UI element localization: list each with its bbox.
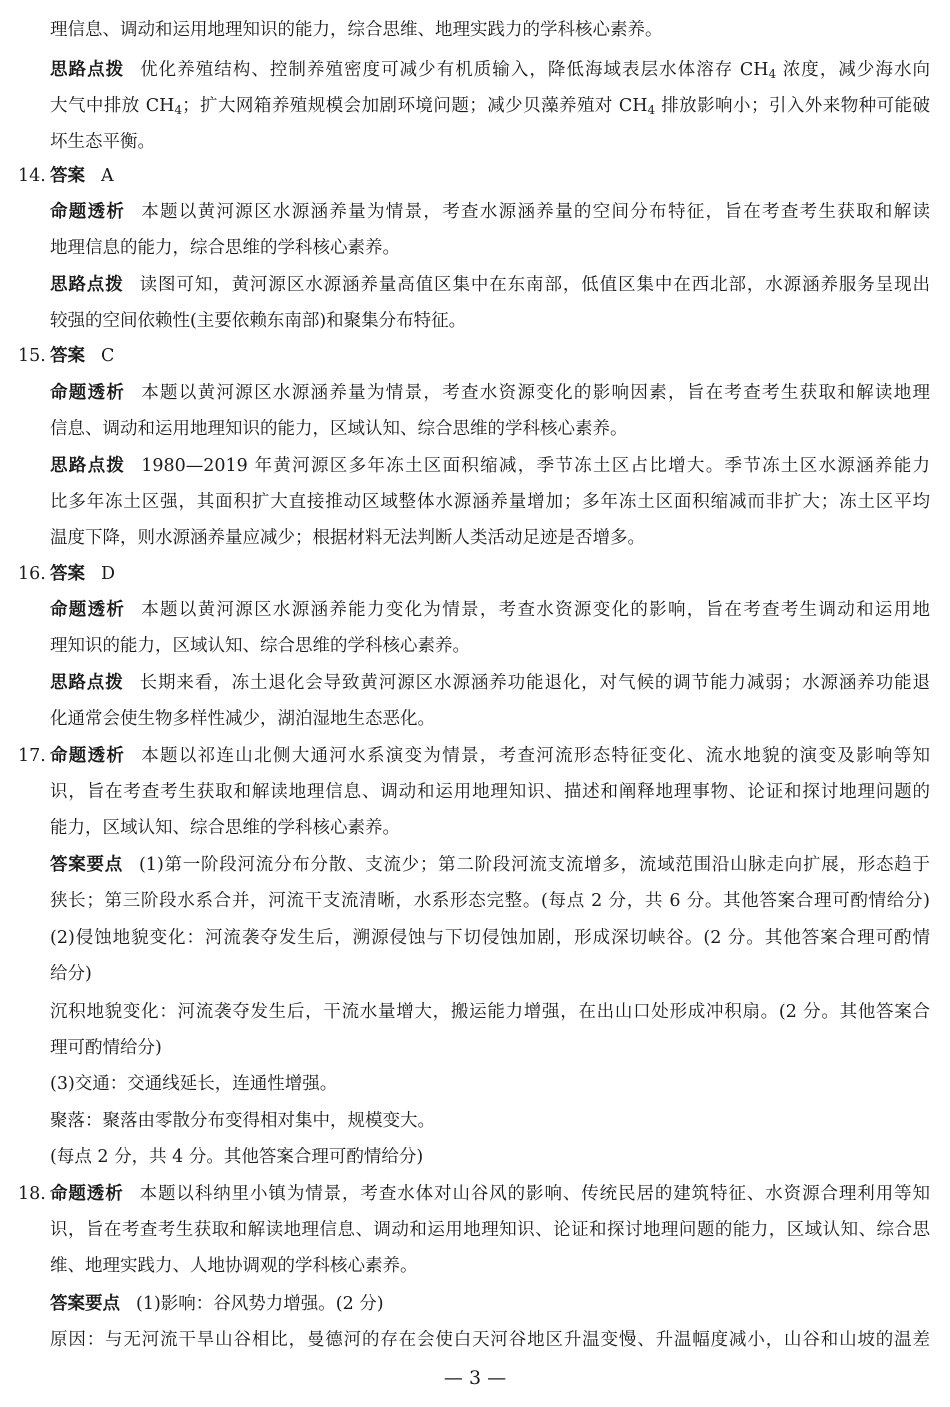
text-line xyxy=(50,1328,930,1352)
text-content: 本题以黄河源区水源涵养量为情景，考查水源涵养量的空间分布特征，旨在考查考生获取和解读 xyxy=(141,202,931,222)
text-line xyxy=(50,853,930,877)
text-line xyxy=(50,1036,930,1060)
question-number: 18. xyxy=(18,1184,46,1204)
text-content: 识，旨在考查考生获取和解读地理信息、调动和运用地理知识、论证和探讨地理问题的能力，区域认知、综合思 xyxy=(50,1220,930,1240)
answer-value: D xyxy=(101,564,116,584)
text-line xyxy=(50,744,930,768)
text-content: 聚落：聚落由零散分布变得相对集中，规模变大。 xyxy=(50,1111,435,1131)
text-content: 本题以祁连山北侧大通河水系演变为情景，考查河流形态特征变化、流水地貌的演变及影响等知 xyxy=(141,746,931,766)
text-content: 较强的空间依赖性(主要依赖东南部)和聚集分布特征。 xyxy=(50,311,467,331)
text-content: (2)侵蚀地貌变化：河流袭夺发生后，溯源侵蚀与下切侵蚀加剧，形成深切峡谷。(2 分。其他答案合理可酌情 xyxy=(50,928,930,948)
text-content: 识，旨在考查考生获取和解读地理信息、调动和运用地理知识、描述和阐释地理事物、论证和探讨地理问题的 xyxy=(50,782,930,802)
section-label: 命题透析 xyxy=(50,746,126,766)
text-line xyxy=(50,671,930,695)
answer-value: C xyxy=(101,346,115,366)
text-content: 信息、调动和运用地理知识的能力，区域认知、综合思维的学科核心素养。 xyxy=(50,419,628,439)
text-line xyxy=(50,1182,930,1206)
text-content: (1)第一阶段河流分布分散、支流少；第二阶段河流支流增多，流域范围沿山脉走向扩展，形态趋于 xyxy=(138,855,930,875)
text-line xyxy=(50,889,930,913)
text-content: 理信息、调动和运用地理知识的能力，综合思维、地理实践力的学科核心素养。 xyxy=(50,20,663,40)
text-content: 比多年冻土区强，其面积扩大直接推动区域整体水源涵养量增加；多年冻土区面积缩减而非扩大；冻土区平均 xyxy=(50,492,930,512)
text-line xyxy=(50,200,930,224)
text-content: 化通常会使生物多样性减少，湖泊湿地生态恶化。 xyxy=(50,709,435,729)
text-line xyxy=(50,816,930,840)
text-line xyxy=(50,1000,930,1024)
text-line xyxy=(50,707,930,731)
answer-label: 答案 xyxy=(50,564,85,584)
text-content: 1980—2019 年黄河源区多年冻土区面积缩减，季节冻土区占比增大。季节冻土区水源涵养能力 xyxy=(141,456,930,476)
text-line xyxy=(50,273,930,297)
text-line xyxy=(50,94,930,118)
text-line xyxy=(50,1254,930,1278)
text-content: 温度下降，则水源涵养量应减少；根据材料无法判断人类活动足迹是否增多。 xyxy=(50,528,645,548)
text-content: 沉积地貌变化：河流袭夺发生后，干流水量增大，搬运能力增强，在出山口处形成冲积扇。(2 分。其他答案合 xyxy=(50,1002,930,1022)
text-line xyxy=(50,1109,930,1133)
section-label: 思路点拨 xyxy=(50,275,124,295)
text-line xyxy=(50,58,930,82)
text-line xyxy=(50,236,930,260)
section-label: 思路点拨 xyxy=(50,456,126,476)
text-content: 坏生态平衡。 xyxy=(50,132,155,152)
text-line xyxy=(50,598,930,622)
section-label: 命题透析 xyxy=(50,202,126,222)
text-line xyxy=(50,780,930,804)
text-line xyxy=(50,454,930,478)
text-content: 维、地理实践力、人地协调观的学科核心素养。 xyxy=(50,1256,418,1276)
text-content: 理可酌情给分) xyxy=(50,1038,162,1058)
section-label: 命题透析 xyxy=(50,383,126,403)
text-line xyxy=(50,1145,930,1169)
text-content: 给分) xyxy=(50,964,92,984)
section-label: 答案要点 xyxy=(50,855,123,875)
text-line xyxy=(50,381,930,405)
answer-label: 答案 xyxy=(50,166,85,186)
question-number: 15. xyxy=(18,346,46,366)
answer-value: A xyxy=(101,166,114,186)
text-content: 本题以科纳里小镇为情景，考查水体对山谷风的影响、传统民居的建筑特征、水资源合理利用等知 xyxy=(139,1184,930,1204)
text-line xyxy=(50,18,930,42)
text-content: 优化养殖结构、控制养殖密度可减少有机质输入，降低海域表层水体溶存 $CH_4$ 浓度，减少海水向 xyxy=(140,60,930,81)
text-content: 大气中排放 $CH_4$；扩大网箱养殖规模会加剧环境问题；减少贝藻养殖对 $CH_4$ 排放影响小；引入外来物种可能破 xyxy=(50,96,931,117)
section-label: 命题透析 xyxy=(50,1184,124,1204)
text-line xyxy=(50,1072,930,1096)
text-content: 本题以黄河源区水源涵养量为情景，考查水资源变化的影响因素，旨在考查考生获取和解读地理 xyxy=(141,383,931,403)
text-line xyxy=(50,417,930,441)
answer-line xyxy=(50,164,930,188)
text-line xyxy=(50,309,930,333)
text-line xyxy=(50,130,930,154)
question-number: 17. xyxy=(18,746,46,766)
question-number: 16. xyxy=(18,564,46,584)
text-content: 读图可知，黄河源区水源涵养量高值区集中在东南部，低值区集中在西北部，水源涵养服务呈现出 xyxy=(139,275,930,295)
section-label: 答案要点 xyxy=(50,1294,120,1314)
text-line xyxy=(50,526,930,550)
text-content: 狭长；第三阶段水系合并，河流干支流清晰，水系形态完整。(每点 2 分，共 6 分。其他答案合理可酌情给分) xyxy=(50,891,930,911)
text-line xyxy=(50,1292,930,1316)
text-content: (每点 2 分，共 4 分。其他答案合理可酌情给分) xyxy=(50,1147,424,1167)
answer-line xyxy=(50,344,930,368)
text-content: 长期来看，冻土退化会导致黄河源区水源涵养功能退化，对气候的调节能力减弱；水源涵养功能退 xyxy=(139,673,930,693)
text-line xyxy=(50,1218,930,1242)
text-content: 地理信息的能力，综合思维的学科核心素养。 xyxy=(50,238,400,258)
text-content: (1)影响：谷风势力增强。(2 分) xyxy=(136,1294,384,1314)
page-number: — 3 — xyxy=(443,1367,507,1389)
question-number: 14. xyxy=(18,166,46,186)
answer-label: 答案 xyxy=(50,346,85,366)
answer-line xyxy=(50,562,930,586)
text-line xyxy=(50,926,930,950)
text-content: 能力，区域认知、综合思维的学科核心素养。 xyxy=(50,818,400,838)
text-content: (3)交通：交通线延长，连通性增强。 xyxy=(50,1074,338,1094)
section-label: 命题透析 xyxy=(50,600,126,620)
section-label: 思路点拨 xyxy=(50,673,124,693)
section-label: 思路点拨 xyxy=(50,60,125,80)
text-content: 理知识的能力，区域认知、综合思维的学科核心素养。 xyxy=(50,636,470,656)
text-line xyxy=(50,962,930,986)
text-line xyxy=(50,634,930,658)
text-content: 原因：与无河流干旱山谷相比，曼德河的存在会使白天河谷地区升温变慢、升温幅度减小，山谷和山坡的温差 xyxy=(50,1330,930,1350)
text-content: 本题以黄河源区水源涵养能力变化为情景，考查水资源变化的影响，旨在考查考生调动和运用地 xyxy=(141,600,931,620)
text-line xyxy=(50,490,930,514)
